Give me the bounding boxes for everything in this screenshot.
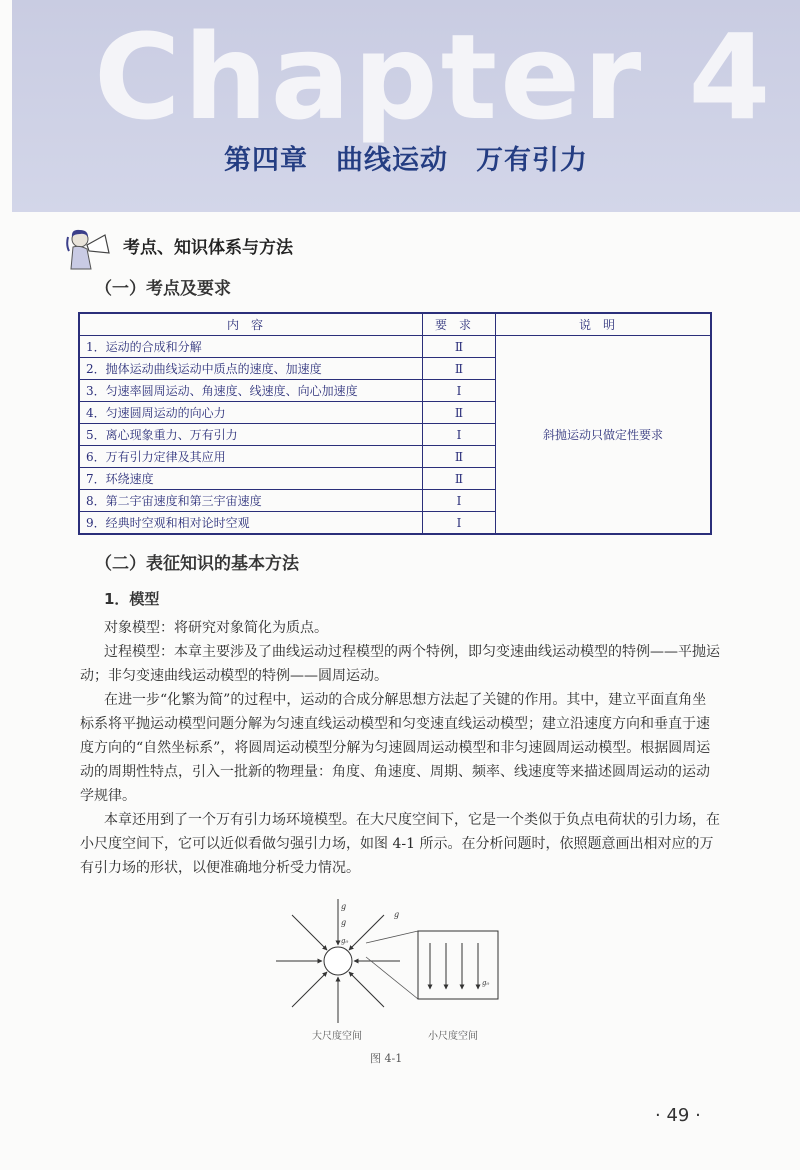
row-level: Ⅰ [423, 380, 496, 402]
row-level: Ⅱ [423, 358, 496, 380]
label-small-scale: 小尺度空间 [428, 1031, 478, 1042]
table-note: 斜抛运动只做定性要求 [496, 336, 712, 535]
row-level: Ⅰ [423, 512, 496, 535]
subsection-2-heading: （二）表征知识的基本方法 [95, 554, 299, 574]
figure-caption: 图 4-1 [370, 1052, 403, 1065]
row-content: 4．匀速圆周运动的向心力 [79, 402, 423, 424]
table-row [79, 336, 711, 358]
row-content: 1．运动的合成和分解 [79, 336, 423, 358]
row-content: 5．离心现象重力、万有引力 [79, 424, 423, 446]
chapter-title: 第四章 曲线运动 万有引力 [224, 145, 588, 176]
row-content: 6．万有引力定律及其应用 [79, 446, 423, 468]
model-heading: 1．模型 [104, 590, 160, 608]
row-content: 7．环绕速度 [79, 468, 423, 490]
section-label: 考点、知识体系与方法 [123, 238, 293, 258]
large-scale-field [276, 899, 400, 1023]
header-note: 说明 [496, 313, 712, 336]
paragraph-1: 对象模型：将研究对象简化为质点。 [104, 620, 328, 636]
table-header-row [79, 313, 711, 336]
paragraph-3: 在进一步“化繁为简”的过程中，运动的合成分解思想方法起了关键的作用。其中，建立平面直角坐标系将平抛运动模型问题分解为匀速直线运动模型和匀变速直线运动模型；建立沿速度方向和垂直于速度方向的“自然坐标系”，将圆周运动模型分解为匀速圆周运动模型和非匀速圆周运动模型。根据圆周运动的周期性特点，引入一批新的物理量：角度、角速度、周期、频率、线速度等来描述圆周运动的运动学规律。 [80, 692, 711, 804]
row-level: Ⅱ [423, 402, 496, 424]
header-content: 内容 [79, 313, 423, 336]
label-g0-large: g₀ [341, 937, 349, 945]
header-level: 要求 [423, 313, 496, 336]
uniform-field-arrows [430, 943, 478, 989]
paragraph-4: 本章还用到了一个万有引力场环境模型。在大尺度空间下，它是一个类似于负点电荷状的引力场，在小尺度空间下，它可以近似看做匀强引力场，如图 4-1 所示。在分析问题时，依照题意画出相对应的万有引力场的形状，以便准确地分析受力情况。 [80, 812, 720, 876]
paragraph-2: 过程模型：本章主要涉及了曲线运动过程模型的两个特例，即匀变速曲线运动模型的特例——平抛运动；非匀变速曲线运动模型的特例——圆周运动。 [80, 644, 720, 684]
label-g-top: g [341, 902, 347, 911]
requirements-table [78, 312, 712, 535]
row-level: Ⅱ [423, 336, 496, 358]
label-large-scale: 大尺度空间 [312, 1031, 362, 1042]
page-number: · 49 · [655, 1105, 701, 1126]
row-content: 2．抛体运动曲线运动中质点的速度、加速度 [79, 358, 423, 380]
subsection-1-heading: （一）考点及要求 [95, 279, 231, 299]
chapter-big-text: Chapter 4 [94, 8, 774, 146]
row-level: Ⅰ [423, 424, 496, 446]
row-level: Ⅱ [423, 468, 496, 490]
label-g0-small: g₀ [482, 979, 490, 987]
megaphone-girl-icon [65, 225, 115, 275]
chapter-banner [12, 0, 800, 212]
row-content: 9．经典时空观和相对论时空观 [79, 512, 423, 535]
row-level: Ⅱ [423, 446, 496, 468]
label-g-mid: g [341, 918, 347, 927]
row-level: Ⅰ [423, 490, 496, 512]
row-content: 8．第二宇宙速度和第三宇宙速度 [79, 490, 423, 512]
label-g-right: g [394, 910, 400, 919]
row-content: 3．匀速率圆周运动、角速度、线速度、向心加速度 [79, 380, 423, 402]
